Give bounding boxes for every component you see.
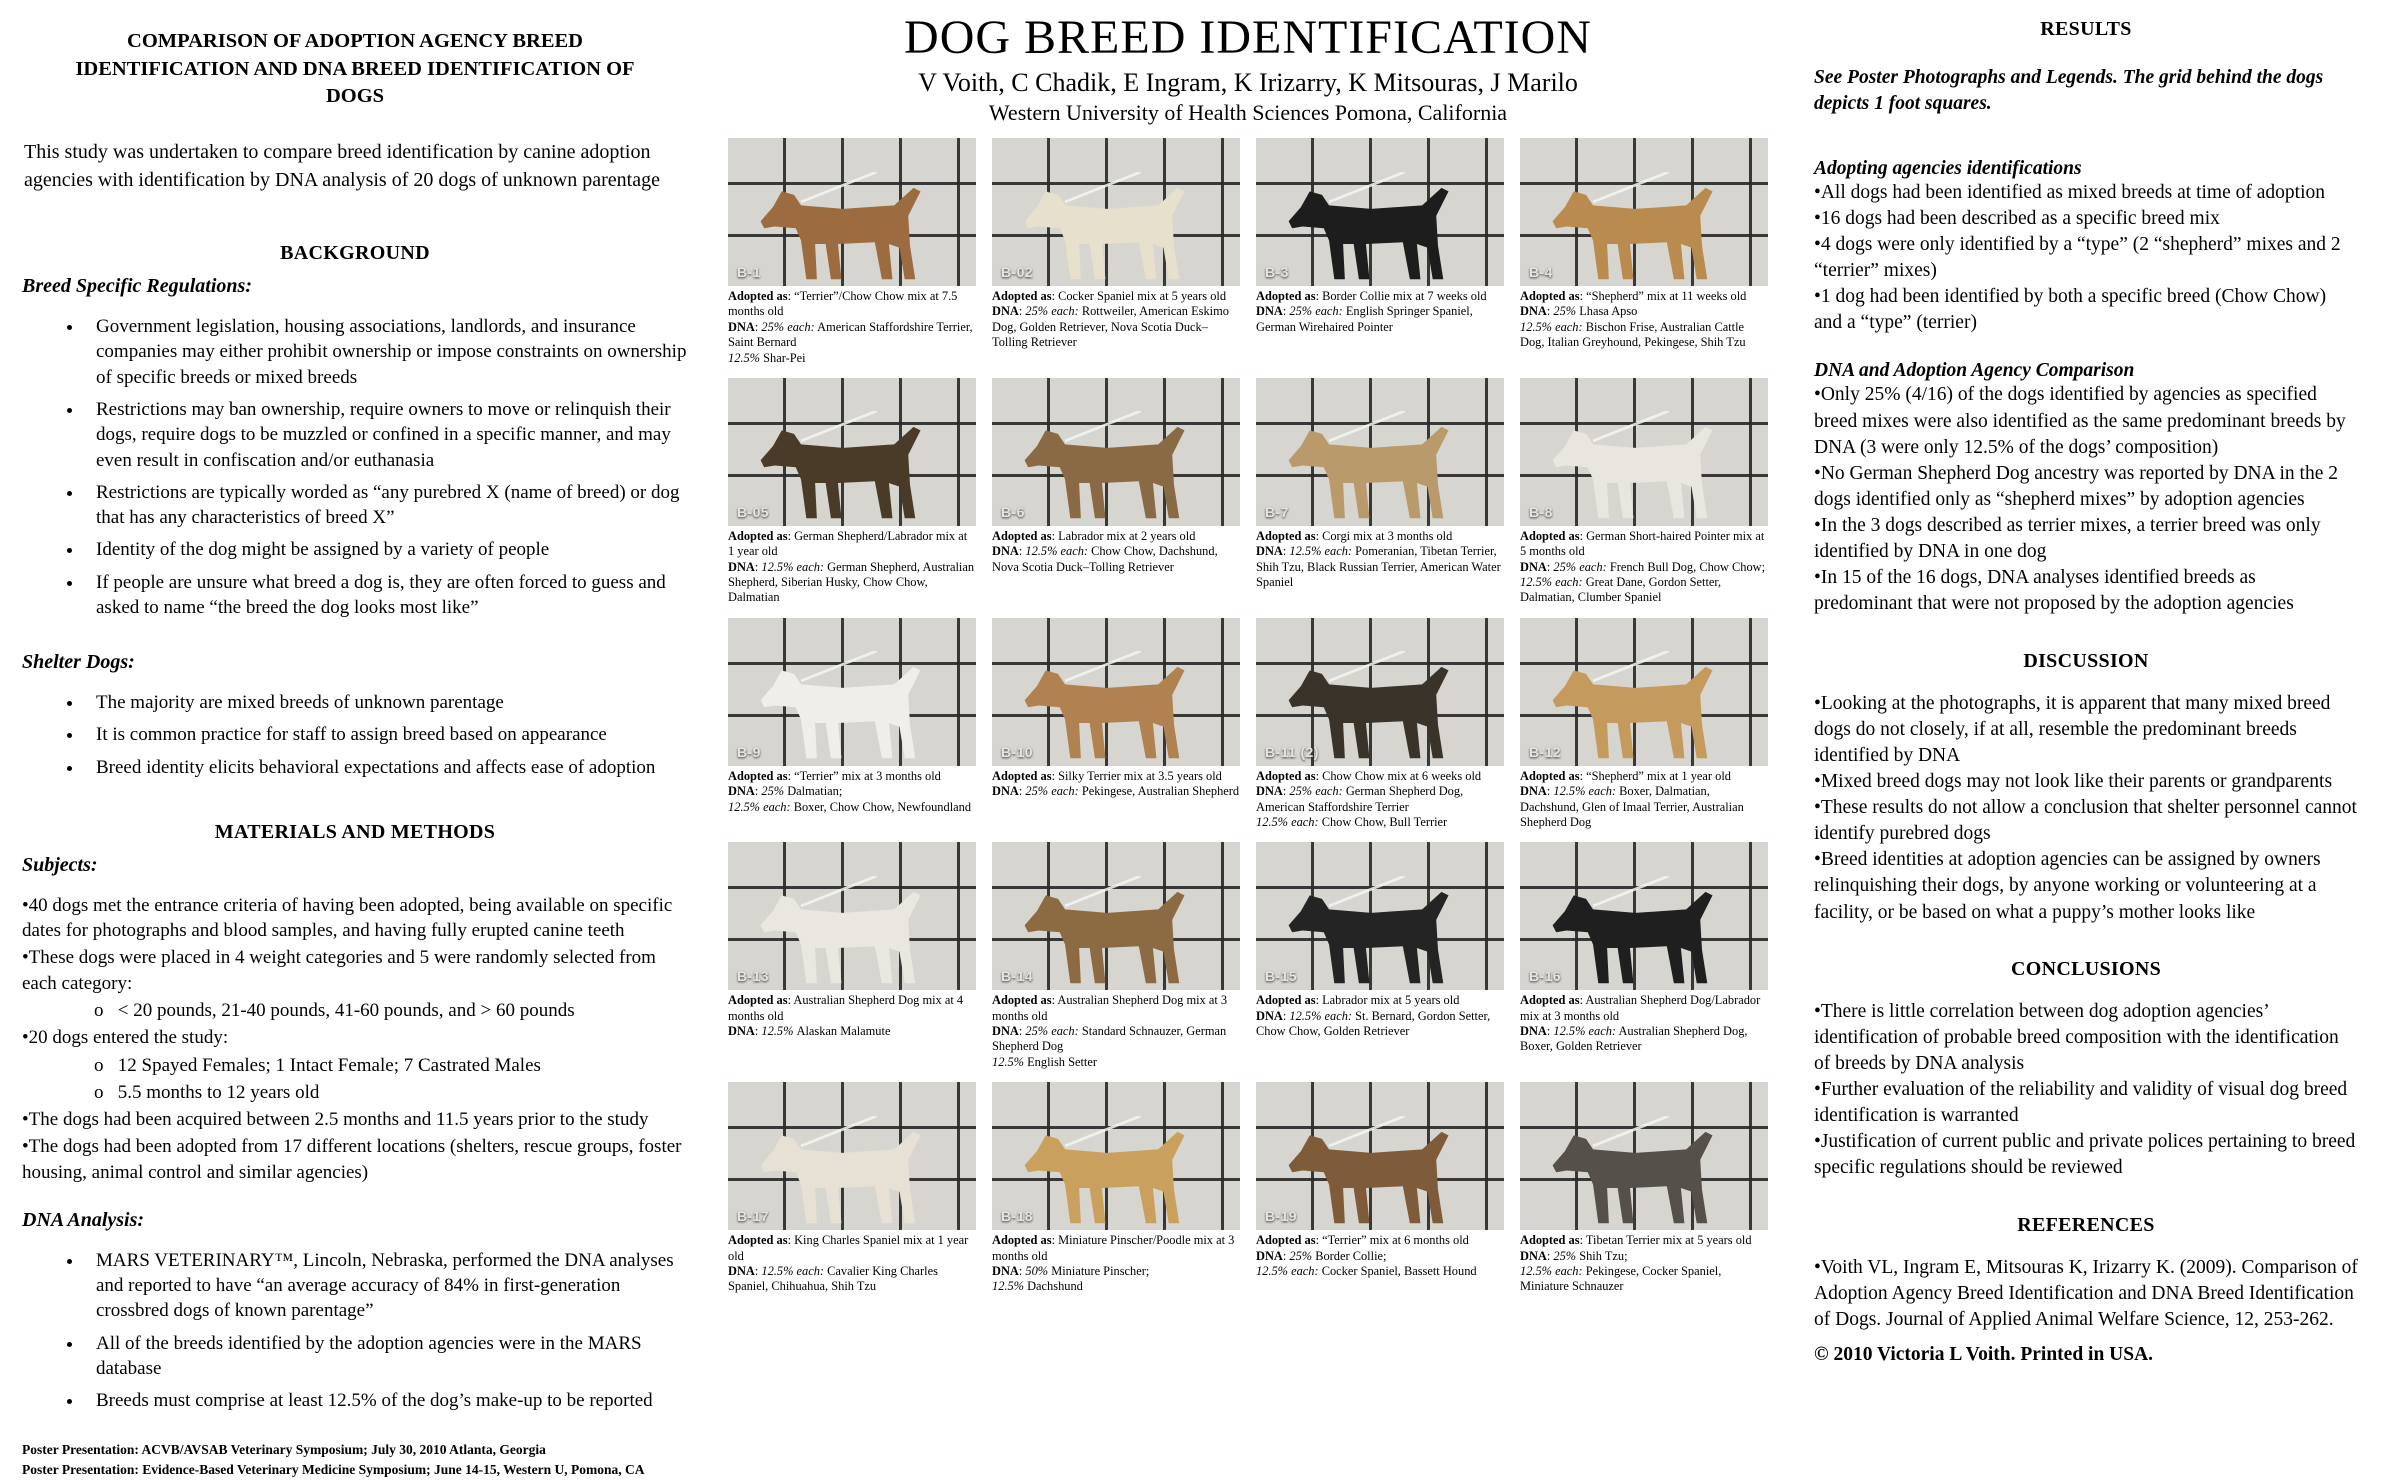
photo-label: B-19 [1265, 1208, 1297, 1225]
conclusion-item: • There is little correlation between dog adoption agencies’ identification of probable breed composition with the identification of breeds by DNA analysis [1814, 999, 2358, 1077]
dna-line: DNA: 25% each: Pekingese, Australian Shepherd [992, 784, 1240, 799]
footer-note: Poster Presentation: ACVB/AVSAB Veterinary Symposium; July 30, 2010 Atlanta, Georgia [22, 1442, 546, 1458]
adopted-line: Adopted as: Labrador mix at 5 years old [1256, 993, 1460, 1008]
leash-line [1065, 172, 1141, 202]
dog-photo [728, 1082, 976, 1230]
adopted-line: Adopted as: “Terrier” mix at 3 months old [728, 768, 941, 783]
dog-silhouette-icon [1553, 187, 1713, 278]
references-heading: REFERENCES [2017, 1213, 2155, 1236]
leash-line [1593, 651, 1669, 681]
dna-line: DNA: 12.5% each: German Shepherd, Australian Shepherd, Siberian Husky, Chow Chow, Dalmatian [728, 559, 975, 605]
breed-regulations-subheading: Breed Specific Regulations: [22, 275, 252, 298]
dog-photo [1256, 618, 1504, 766]
dog-card [728, 378, 976, 606]
dog-photo-grid [722, 138, 1774, 1295]
regulation-item: • If people are unsure what breed a dog is, they are often forced to guess and asked to name “the breed the dog looks most like” [84, 570, 688, 621]
dog-silhouette-icon [1289, 187, 1449, 278]
adopting-list [1814, 180, 2358, 337]
leash-line [801, 1116, 877, 1146]
dog-card [1520, 138, 1768, 366]
dog-photo [728, 138, 976, 286]
adopted-line: Adopted as: Tibetan Terrier mix at 5 years old [1520, 1233, 1752, 1248]
dog-photo [1256, 842, 1504, 990]
regulation-list [22, 314, 688, 627]
dog-caption [1256, 529, 1504, 591]
method-item: • The dogs had been adopted from 17 different locations (shelters, rescue groups, foster housing, animal control and similar agencies) [22, 1134, 688, 1185]
left-column [0, 0, 714, 1477]
dog-card [728, 842, 976, 1070]
dog-silhouette-icon [1553, 1131, 1713, 1222]
affiliation-line: Western University of Health Sciences Pomona, California [988, 100, 1508, 125]
dna-line: 12.5% English Setter [992, 1054, 1097, 1069]
conclusions-list [1814, 999, 2358, 1182]
dna-line: DNA: 25% Dalmatian; [728, 784, 843, 799]
dog-photo [992, 138, 1240, 286]
adopted-line: Adopted as: Border Collie mix at 7 weeks old [1256, 289, 1487, 303]
dog-caption [1256, 1233, 1504, 1279]
center-column [714, 0, 1784, 1384]
dog-caption [1256, 289, 1504, 335]
dog-card [1256, 138, 1504, 366]
dog-caption [728, 289, 976, 366]
dog-photo [728, 618, 976, 766]
dog-figure [728, 172, 976, 284]
adopted-line: Adopted as: “Terrier” mix at 6 months old [1256, 1233, 1469, 1248]
regulation-item: • Restrictions may ban ownership, require owners to move or relinquish their dogs, require dogs to be muzzled or confined in a specific manner, and may even result in confiscation and/or euthanasia [84, 397, 688, 473]
dog-card [1256, 842, 1504, 1070]
dna-line: DNA: 25% Border Collie; [1256, 1248, 1387, 1263]
adopted-line: Adopted as: “Shepherd” mix at 11 weeks old [1520, 289, 1747, 303]
dog-caption [1520, 289, 1768, 351]
leash-line [1329, 876, 1405, 906]
leash-line [1593, 172, 1669, 202]
dog-caption [992, 529, 1240, 575]
leash-line [1593, 411, 1669, 441]
dog-figure [992, 411, 1240, 523]
poster-presentation-footer [22, 1440, 688, 1483]
dog-silhouette-icon [1289, 892, 1449, 983]
dog-figure [1520, 411, 1768, 523]
dog-caption [728, 1233, 976, 1295]
discussion-heading: DISCUSSION [2023, 649, 2149, 672]
dog-silhouette-icon [1025, 187, 1185, 278]
dog-silhouette-icon [1289, 427, 1449, 518]
method-item: • 40 dogs met the entrance criteria of having been adopted, being available on specific dates for photographs and blood samples, and having fully erupted canine teeth [22, 893, 688, 944]
dna-line: DNA: 25% each: Rottweiler, American Eskimo Dog, Golden Retriever, Nova Scotia Duck–Tolling Retriever [992, 304, 1229, 350]
dna-line: DNA: 25% each: Standard Schnauzer, German Shepherd Dog [992, 1024, 1227, 1054]
conclusion-item: • Justification of current public and private polices pertaining to breed specific regulations should be reviewed [1814, 1129, 2358, 1181]
leash-line [801, 411, 877, 441]
authors-line: V Voith, C Chadik, E Ingram, K Irizarry, K Mitsouras, J Marilo [918, 68, 1578, 97]
dna-line: 12.5% each: Boxer, Chow Chow, Newfoundland [728, 799, 972, 814]
discussion-item: • Breed identities at adoption agencies can be assigned by owners relinquishing their dogs, by anyone working or volunteering at a facility, or be based on what a puppy’s mother looks like [1814, 847, 2358, 925]
leash-line [1593, 876, 1669, 906]
dog-card [728, 1082, 976, 1295]
dna-line: DNA: 12.5% each: Pomeranian, Tibetan Terrier, Shih Tzu, Black Russian Terrier, American Water Spaniel [1256, 544, 1501, 589]
results-heading: RESULTS [2040, 18, 2132, 40]
dog-figure [1256, 411, 1504, 523]
adopted-line: Adopted as: Australian Shepherd Dog/Labrador mix at 3 months old [1520, 993, 1761, 1023]
dna-line: DNA: 12.5% each: Australian Shepherd Dog, Boxer, Golden Retriever [1520, 1024, 1748, 1054]
dna-line: DNA: 12.5% each: Chow Chow, Dachshund, Nova Scotia Duck–Tolling Retriever [992, 544, 1218, 574]
discussion-item: • Looking at the photographs, it is apparent that many mixed breed dogs do not closely, if at all, resemble the predominant breeds identified by DNA [1814, 691, 2358, 769]
shelter-item: • It is common practice for staff to assign breed based on appearance [84, 722, 688, 747]
dog-caption [728, 769, 976, 815]
right-column [1784, 0, 2388, 1384]
photo-label: B-12 [1529, 743, 1561, 760]
photo-label: B-16 [1529, 968, 1561, 985]
dna-line: 12.5% Shar-Pei [728, 350, 806, 365]
adopted-line: Adopted as: Chow Chow mix at 6 weeks old [1256, 768, 1482, 783]
discussion-item: • These results do not allow a conclusion that shelter personnel cannot identify purebred dogs [1814, 795, 2358, 847]
methods-heading: MATERIALS AND METHODS [214, 820, 496, 843]
leash-line [801, 651, 877, 681]
dog-card [992, 378, 1240, 606]
comparison-list [1814, 382, 2358, 617]
leash-line [1329, 172, 1405, 202]
adopted-line: Adopted as: King Charles Spaniel mix at 1 year old [728, 1233, 969, 1263]
copyright-line: © 2010 Victoria L Voith. Printed in USA. [1814, 1344, 2154, 1365]
adopted-line: Adopted as: Miniature Pinscher/Poodle mix at 3 months old [992, 1233, 1235, 1263]
comparison-item: • In 15 of the 16 dogs, DNA analyses identified breeds as predominant that were not proposed by the adoption agencies [1814, 565, 2358, 617]
dog-figure [1520, 172, 1768, 284]
photo-label: B-9 [737, 743, 761, 760]
photo-label: B-6 [1001, 503, 1025, 520]
poster-title: DOG BREED IDENTIFICATION [904, 11, 1592, 64]
leash-line [1329, 651, 1405, 681]
dog-caption [728, 993, 976, 1039]
dna-line: DNA: 25% Lhasa Apso [1520, 304, 1638, 319]
dog-card [728, 138, 976, 366]
regulation-item: • Identity of the dog might be assigned by a variety of people [84, 537, 688, 562]
conclusion-item: • Further evaluation of the reliability and validity of visual dog breed identification is warranted [1814, 1077, 2358, 1129]
leash-line [1593, 1116, 1669, 1146]
dog-photo [1520, 378, 1768, 526]
method-item: • These dogs were placed in 4 weight categories and 5 were randomly selected from each category: [22, 945, 688, 996]
photo-label: B-8 [1529, 503, 1553, 520]
photo-label: B-1 [737, 264, 761, 280]
leash-line [1065, 876, 1141, 906]
photo-label: B-3 [1265, 264, 1289, 280]
dog-silhouette-icon [761, 187, 921, 278]
dog-figure [1520, 1116, 1768, 1228]
dna-line: DNA: 12.5% each: Cavalier King Charles Spaniel, Chihuahua, Shih Tzu [728, 1263, 938, 1294]
leash-line [801, 876, 877, 906]
method-item: o < 20 pounds, 21-40 pounds, 41-60 pounds, and > 60 pounds [22, 998, 688, 1023]
comparison-item: • In the 3 dogs described as terrier mixes, a terrier breed was only identified by DNA in one dog [1814, 513, 2358, 565]
dna-line: DNA: 12.5% Alaskan Malamute [728, 1024, 891, 1038]
shelter-dogs-subheading: Shelter Dogs: [22, 651, 135, 674]
dna-analysis-item: • MARS VETERINARY™, Lincoln, Nebraska, performed the DNA analyses and reported to have “an average accuracy of 84% in first-generation crossbred dogs of known parentage” [84, 1248, 688, 1324]
adopted-line: Adopted as: “Terrier”/Chow Chow mix at 7.5 months old [728, 289, 958, 319]
adopted-line: Adopted as: Cocker Spaniel mix at 5 years old [992, 289, 1227, 303]
method-item: • The dogs had been acquired between 2.5 months and 11.5 years prior to the study [22, 1107, 688, 1132]
adopting-item: • 4 dogs were only identified by a “type” (2 “shepherd” mixes and 2 “terrier” mixes) [1814, 232, 2358, 284]
dog-photo [728, 842, 976, 990]
shelter-list [22, 690, 688, 787]
dog-card [1520, 618, 1768, 831]
dog-caption [1520, 529, 1768, 606]
leash-line [1329, 1116, 1405, 1146]
dna-comparison-subheading: DNA and Adoption Agency Comparison [1814, 360, 2135, 382]
dna-line: 12.5% Dachshund [992, 1279, 1083, 1294]
footer-note-list [22, 1440, 688, 1479]
dna-line: DNA: 12.5% each: St. Bernard, Gordon Setter, Chow Chow, Golden Retriever [1256, 1008, 1491, 1038]
discussion-item: • Mixed breed dogs may not look like their parents or grandparents [1814, 769, 2358, 795]
reference-item: • Voith VL, Ingram E, Mitsouras K, Irizarry K. (2009). Comparison of Adoption Agency Breed Identification and DNA Breed Identification of Dogs. Journal of Applied Animal Welfare Science, 12, 253-262. [1814, 1255, 2358, 1333]
left-title: COMPARISON OF ADOPTION AGENCY BREED IDENTIFICATION AND DNA BREED IDENTIFICATION OF DOGS [75, 30, 635, 108]
dog-photo [1520, 842, 1768, 990]
method-item: o 5.5 months to 12 years old [22, 1080, 688, 1105]
background-heading: BACKGROUND [280, 242, 430, 265]
intro-text: This study was undertaken to compare breed identification by canine adoption agencies with identification by DNA analysis of 20 dogs of unknown parentage [24, 141, 660, 191]
photo-label: B-10 [1001, 743, 1033, 760]
adopted-line: Adopted as: Labrador mix at 2 years old [992, 528, 1196, 543]
adopting-item: • 1 dog had been identified by both a specific breed (Chow Chow) and a “type” (terrier) [1814, 284, 2358, 336]
dog-caption [992, 1233, 1240, 1295]
adopted-line: Adopted as: Corgi mix at 3 months old [1256, 528, 1453, 543]
dna-line: DNA: 25% each: French Bull Dog, Chow Chow; [1520, 559, 1766, 574]
dog-silhouette-icon [761, 1131, 921, 1222]
dna-line: 12.5% each: Bischon Frise, Australian Cattle Dog, Italian Greyhound, Pekingese, Shih Tzu [1520, 319, 1746, 350]
dog-figure [1256, 172, 1504, 284]
dog-card [1256, 618, 1504, 831]
dna-line: DNA: 25% each: German Shepherd Dog, American Staffordshire Terrier [1256, 784, 1464, 814]
dna-line: DNA: 12.5% each: Boxer, Dalmatian, Dachshund, Glen of Imaal Terrier, Australian Shepherd Dog [1520, 784, 1744, 829]
adopted-line: Adopted as: Silky Terrier mix at 3.5 years old [992, 768, 1222, 783]
adopted-line: Adopted as: German Short-haired Pointer mix at 5 months old [1520, 528, 1765, 559]
comparison-item: • Only 25% (4/16) of the dogs identified by agencies as specified breed mixes were also identified as the same predominant breeds by DNA (3 were only 12.5% of the dogs’ composition) [1814, 382, 2358, 460]
methods-list [22, 893, 688, 1187]
dna-analysis-item: • Breeds must comprise at least 12.5% of the dog’s make-up to be reported [84, 1388, 688, 1413]
dog-silhouette-icon [761, 427, 921, 518]
dna-line: 12.5% each: Pekingese, Cocker Spaniel, Miniature Schnauzer [1520, 1263, 1722, 1294]
dog-caption [992, 289, 1240, 351]
dog-silhouette-icon [1553, 892, 1713, 983]
leash-line [801, 172, 877, 202]
dog-photo [1256, 138, 1504, 286]
footer-note: Poster Presentation: Evidence-Based Veterinary Medicine Symposium; June 14-15, Western U, Pomona, CA [22, 1462, 645, 1477]
dna-line: DNA: 25% each: English Springer Spaniel, German Wirehaired Pointer [1256, 304, 1473, 334]
photo-label: B-11 (2) [1265, 743, 1319, 760]
photo-label: B-15 [1265, 968, 1297, 985]
dna-line: 12.5% each: Great Dane, Gordon Setter, Dalmatian, Clumber Spaniel [1520, 575, 1722, 605]
dna-line: 12.5% each: Cocker Spaniel, Bassett Hound [1256, 1263, 1477, 1278]
photo-label: B-7 [1265, 503, 1289, 520]
dog-caption [1256, 769, 1504, 831]
shelter-item: • The majority are mixed breeds of unknown parentage [84, 690, 688, 715]
dog-caption [1520, 769, 1768, 831]
dog-caption [728, 529, 976, 606]
dog-caption [992, 769, 1240, 800]
conclusions-heading: CONCLUSIONS [2011, 957, 2161, 980]
dog-caption [1520, 1233, 1768, 1295]
regulation-item: • Restrictions are typically worded as “any purebred X (name of breed) or dog that has any characteristics of breed X” [84, 480, 688, 531]
dna-line: DNA: 25% Shih Tzu; [1520, 1248, 1628, 1263]
photo-label: B-02 [1001, 264, 1033, 280]
references-list [1814, 1255, 2358, 1333]
results-note: See Poster Photographs and Legends. The grid behind the dogs depicts 1 foot squares. [1814, 67, 2324, 115]
dog-silhouette-icon [1025, 667, 1185, 758]
dna-line: DNA: 50% Miniature Pinscher; [992, 1263, 1150, 1278]
dog-silhouette-icon [1025, 892, 1185, 983]
dog-figure [728, 651, 976, 763]
method-item: • 20 dogs entered the study: [22, 1025, 688, 1050]
method-item: o 12 Spayed Females; 1 Intact Female; 7 Castrated Males [22, 1053, 688, 1078]
dog-card [992, 618, 1240, 831]
dog-photo [992, 618, 1240, 766]
dog-photo [1256, 378, 1504, 526]
dog-silhouette-icon [761, 667, 921, 758]
photo-label: B-18 [1001, 1208, 1033, 1225]
dna-analysis-item: • All of the breeds identified by the adoption agencies were in the MARS database [84, 1331, 688, 1382]
dog-card [1256, 1082, 1504, 1295]
dna-line: 12.5% each: Chow Chow, Bull Terrier [1256, 814, 1448, 829]
dna-analysis-list [22, 1248, 688, 1421]
leash-line [1065, 1116, 1141, 1146]
dog-silhouette-icon [761, 892, 921, 983]
photo-label: B-4 [1529, 264, 1553, 280]
dog-caption [992, 993, 1240, 1070]
dog-card [1520, 842, 1768, 1070]
leash-line [1065, 411, 1141, 441]
dog-card [1256, 378, 1504, 606]
adopting-item: • 16 dogs had been described as a specific breed mix [1814, 206, 2358, 232]
dog-photo [992, 1082, 1240, 1230]
dog-photo [1520, 618, 1768, 766]
dna-analysis-subheading: DNA Analysis: [22, 1208, 145, 1231]
dog-photo [992, 842, 1240, 990]
dog-silhouette-icon [1553, 427, 1713, 518]
comparison-item: • No German Shepherd Dog ancestry was reported by DNA in the 2 dogs identified only as “shepherd mixes” by adoption agencies [1814, 461, 2358, 513]
adopted-line: Adopted as: “Shepherd” mix at 1 year old [1520, 768, 1731, 783]
dog-card [1520, 1082, 1768, 1295]
dog-photo [728, 378, 976, 526]
dog-card [992, 1082, 1240, 1295]
dog-card [992, 138, 1240, 366]
dog-card [1520, 378, 1768, 606]
dog-silhouette-icon [1025, 1131, 1185, 1222]
dog-photo [1256, 1082, 1504, 1230]
leash-line [1329, 411, 1405, 441]
adopted-line: Adopted as: Australian Shepherd Dog mix at 3 months old [992, 993, 1228, 1023]
adopting-identifications-subheading: Adopting agencies identifications [1814, 157, 2082, 179]
dna-line: DNA: 25% each: American Staffordshire Terrier, Saint Bernard [728, 319, 973, 350]
dog-caption [1520, 993, 1768, 1055]
shelter-item: • Breed identity elicits behavioral expectations and affects ease of adoption [84, 755, 688, 780]
dog-photo [992, 378, 1240, 526]
adopted-line: Adopted as: German Shepherd/Labrador mix at 1 year old [728, 528, 968, 559]
adopted-line: Adopted as: Australian Shepherd Dog mix at 4 months old [728, 993, 964, 1023]
photo-label: B-14 [1001, 968, 1033, 985]
adopting-item: • All dogs had been identified as mixed breeds at time of adoption [1814, 180, 2358, 206]
dog-caption [1256, 993, 1504, 1039]
dog-photo [1520, 138, 1768, 286]
subjects-subheading: Subjects: [22, 853, 98, 876]
leash-line [1065, 651, 1141, 681]
discussion-list [1814, 691, 2358, 926]
dog-silhouette-icon [1553, 667, 1713, 758]
dog-silhouette-icon [1289, 1131, 1449, 1222]
photo-label: B-13 [737, 968, 769, 985]
photo-label: B-05 [737, 503, 769, 520]
dog-photo [1520, 1082, 1768, 1230]
regulation-item: • Government legislation, housing associations, landlords, and insurance companies may either prohibit ownership or impose constraints on ownership of specific breeds or mixed breeds [84, 314, 688, 390]
dog-card [992, 842, 1240, 1070]
photo-label: B-17 [737, 1208, 769, 1225]
dog-silhouette-icon [1025, 427, 1185, 518]
dog-card [728, 618, 976, 831]
